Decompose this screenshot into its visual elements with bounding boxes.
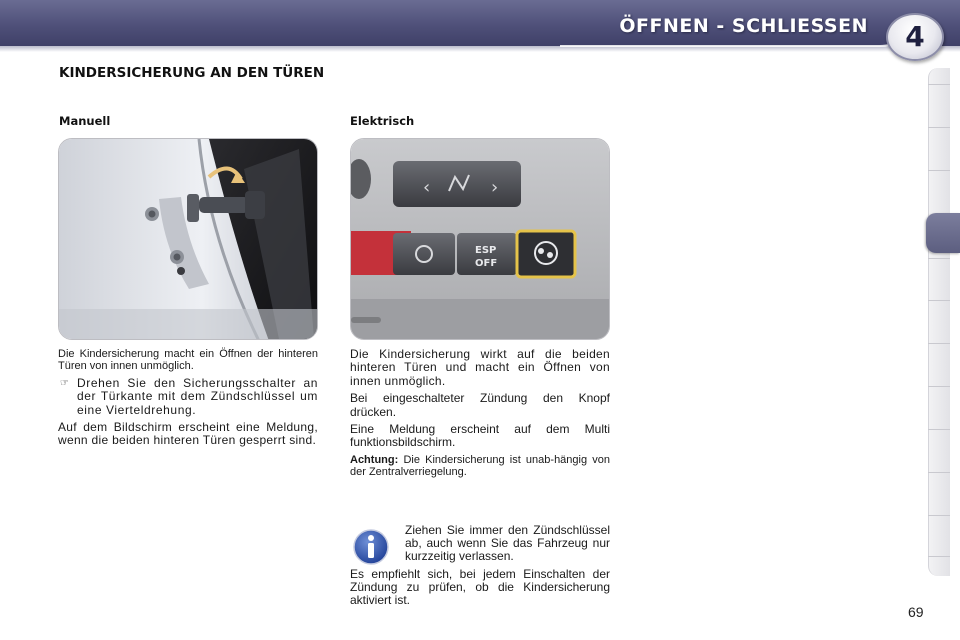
- side-tab-divider: [928, 556, 950, 557]
- page-number: 69: [908, 604, 924, 620]
- note-label: Achtung:: [350, 453, 399, 466]
- manual-bullet: [58, 377, 318, 417]
- side-tab-divider: [928, 300, 950, 301]
- info-bottom-text: Es empfiehlt sich, bei jedem Einschalten der Zündung zu prüfen, ob die Kindersicherung aktiviert ist.: [350, 566, 610, 608]
- side-tab-divider: [928, 515, 950, 516]
- side-tab-divider: [928, 84, 950, 85]
- side-tab-divider: [928, 386, 950, 387]
- manual-lock-photo: [58, 138, 318, 340]
- info-box: [350, 524, 610, 607]
- note-text: Die Kindersicherung ist unab-hängig von der Zentralverriegelung.: [350, 453, 610, 479]
- manual-heading: Manuell: [59, 114, 111, 128]
- electric-step: Bei eingeschalteter Zündung den Knopf drücken.: [350, 391, 610, 419]
- electric-note: [350, 454, 610, 479]
- chapter-badge: [886, 13, 944, 61]
- electric-intro: Die Kindersicherung wirkt auf die beiden hinteren Türen und macht ein Öffnen von innen unmöglich.: [350, 347, 610, 388]
- chapter-title: ÖFFNEN - SCHLIESSEN: [619, 15, 868, 37]
- pointing-hand-icon: ☞: [60, 377, 69, 389]
- electric-lock-photo: [350, 138, 610, 340]
- esp-label-line1: ESP: [475, 245, 497, 256]
- electric-text-column: [350, 348, 610, 483]
- manual-closing: Auf dem Bildschirm erscheint eine Meldung, wenn die beiden hinteren Türen gesperrt sind.: [58, 420, 318, 448]
- side-tab-divider: [928, 127, 950, 128]
- manual-intro: Die Kindersicherung macht ein Öffnen der hinteren Türen von innen unmöglich.: [58, 348, 318, 373]
- side-tab-divider: [928, 258, 950, 259]
- section-title: KINDERSICHERUNG AN DEN TÜREN: [59, 65, 325, 81]
- side-tab-chapter-4[interactable]: [926, 213, 960, 253]
- side-tab-divider: [928, 472, 950, 473]
- side-tab-strip: [928, 68, 950, 576]
- manual-text-column: [58, 348, 318, 452]
- esp-label-line2: OFF: [475, 258, 498, 269]
- side-tab-divider: [928, 343, 950, 344]
- manual-bullet-text: Drehen Sie den Sicherungsschalter an der Türkante mit dem Zündschlüssel um eine Vierteldrehung.: [77, 375, 318, 417]
- electric-heading: Elektrisch: [350, 114, 415, 128]
- side-tab-divider: [928, 429, 950, 430]
- svg-text:‹: ‹: [423, 177, 431, 198]
- chapter-number: 4: [905, 19, 925, 53]
- side-tab-divider: [928, 170, 950, 171]
- svg-text:›: ›: [491, 177, 499, 198]
- electric-message: Eine Meldung erscheint auf dem Multi funktionsbildschirm.: [350, 422, 610, 450]
- info-top-text: Ziehen Sie immer den Zündschlüssel ab, auch wenn Sie das Fahrzeug nur kurzzeitig verlassen.: [405, 523, 610, 564]
